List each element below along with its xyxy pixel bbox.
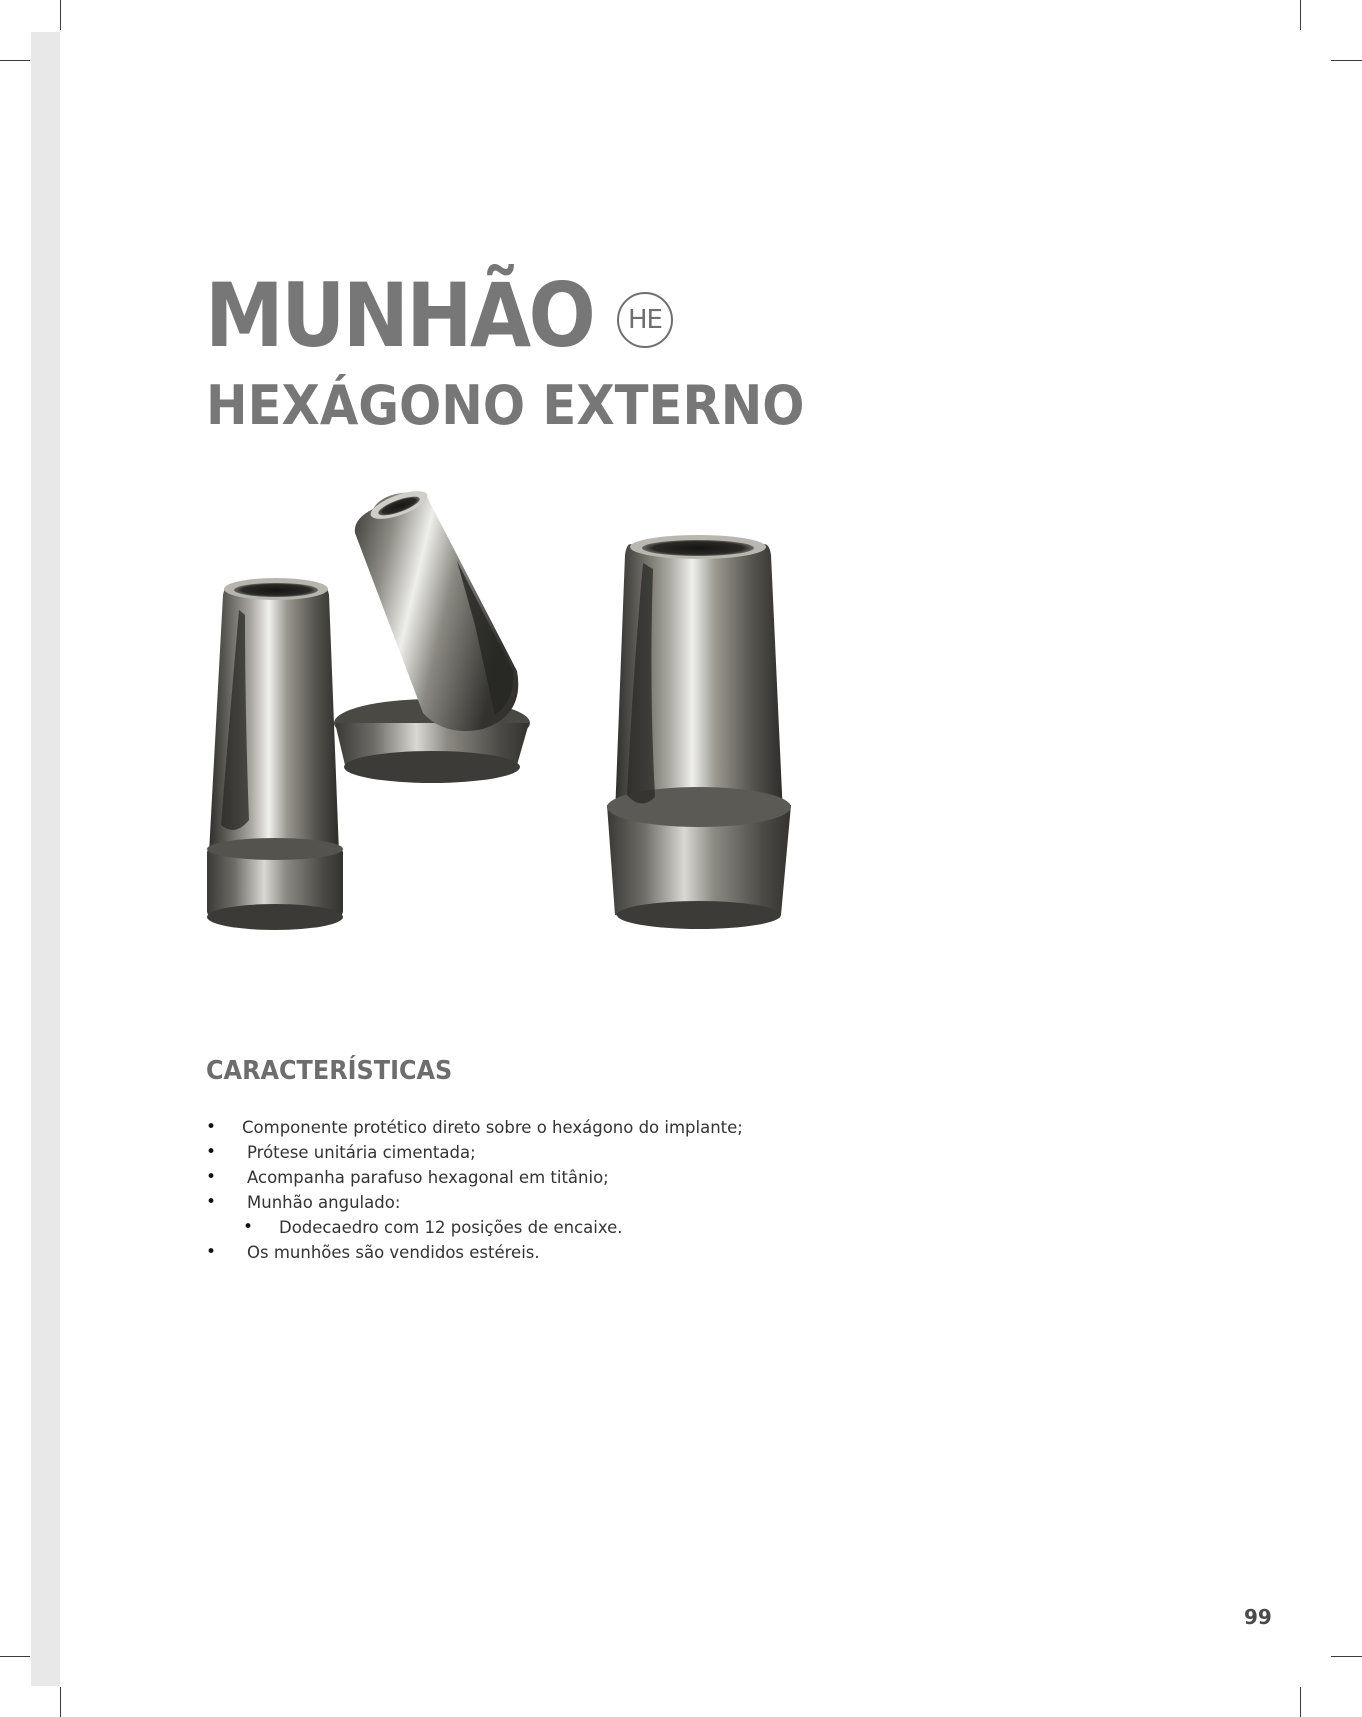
characteristics-list	[206, 1115, 906, 1265]
crop-mark-bottom-right-h	[1331, 1656, 1362, 1657]
crop-mark-bottom-right-v	[1300, 1687, 1301, 1717]
list-item: • Prótese unitária cimentada;	[206, 1140, 906, 1165]
crop-mark-top-right-h	[1331, 60, 1362, 61]
angled-abutment	[334, 485, 530, 783]
abutments-image	[195, 475, 805, 955]
crop-mark-bottom-left-v	[60, 1687, 61, 1717]
crop-mark-top-left-h	[0, 60, 30, 61]
list-item: • Acompanha parafuso hexagonal em titânio;	[206, 1165, 906, 1190]
wide-abutment	[607, 535, 791, 929]
list-subitem: • Dodecaedro com 12 posições de encaixe.	[206, 1215, 906, 1240]
crop-mark-top-right-v	[1300, 0, 1301, 30]
characteristics-heading: CARACTERÍSTICAS	[206, 1056, 453, 1086]
he-badge: HE	[617, 292, 673, 348]
list-item: • Os munhões são vendidos estéreis.	[206, 1240, 906, 1265]
crop-mark-top-left-v	[60, 0, 61, 30]
page-number: 99	[1244, 1605, 1272, 1629]
page-subtitle: HEXÁGONO EXTERNO	[206, 374, 805, 437]
side-strip	[31, 32, 60, 1686]
page-title: MUNHÃO	[205, 264, 594, 367]
crop-mark-bottom-left-h	[0, 1656, 30, 1657]
list-item: • Munhão angulado:	[206, 1190, 906, 1215]
list-item: • Componente protético direto sobre o hexágono do implante;	[206, 1115, 906, 1140]
straight-abutment	[207, 578, 343, 930]
